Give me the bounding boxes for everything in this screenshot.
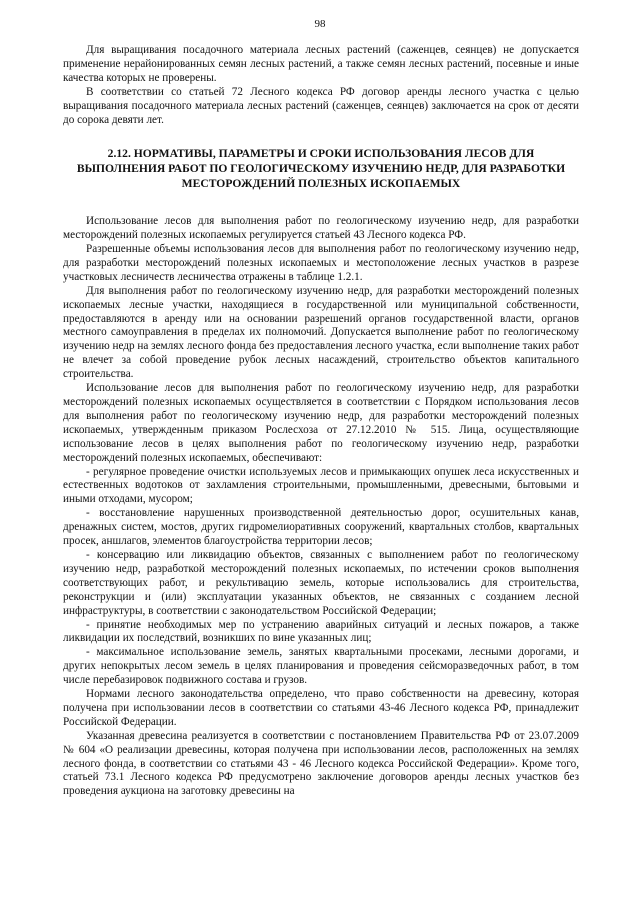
list-item: - консервацию или ликвидацию объектов, связанных с выполнением работ по геологическому изучению недр, разработкой месторождений полезных ископаемых, по истечении сроков выполнения соответствующих работ, и рекультивацию земель, которые использовались для строительства, реконструкции и (или) эксплуатации указанных объектов, не связанных с созданием лесной инфраструктуры, в соответствии с законодательством Российской Федерации; [63,548,579,617]
paragraph: В соответствии со статьей 72 Лесного кодекса РФ договор аренды лесного участка с целью выращивания посадочного материала лесных растений (саженцев, сеянцев) заключается на срок от десяти до сорока девяти лет. [63,85,579,126]
paragraph: Использование лесов для выполнения работ по геологическому изучению недр, для разработки месторождений полезных ископаемых осуществляется в соответствии с Порядком использования лесов для выполнения работ по геологическому изучению недр, для разработки месторождений полезных ископаемых, утвержденным приказом Рослесхоза от 27.12.2010 № 515. Лица, осуществляющие использование лесов в целях выполнения работ по геологическому изучению недр, разработки месторождений полезных ископаемых, обеспечивают: [63,382,579,464]
list-item: - регулярное проведение очистки используемых лесов и примыкающих опушек леса искусственных и естественных водотоков от захламления строительными, промышленными, древесными, бытовыми и иными отходами, мусором; [63,465,579,506]
section-heading: 2.12. НОРМАТИВЫ, ПАРАМЕТРЫ И СРОКИ ИСПОЛЬЗОВАНИЯ ЛЕСОВ ДЛЯ ВЫПОЛНЕНИЯ РАБОТ ПО ГЕОЛОГИЧЕСКОМУ ИЗУЧЕНИЮ НЕДР, ДЛЯ РАЗРАБОТКИ МЕСТОРОЖДЕНИЙ ПОЛЕЗНЫХ ИСКОПАЕМЫХ [76,147,566,190]
page-body [63,44,579,799]
paragraph: Для выполнения работ по геологическому изучению недр, для разработки месторождений полезных ископаемых лесные участки, находящиеся в государственной или муниципальной собственности, предоставляются в аренду или на основании разрешений органов государственной власти, органов местного самоуправления в пределах их полномочий. Допускается выполнение работ по геологическому изучению недр на землях лесного фонда без предоставления лесного участка, если выполнение таких работ не влечет за собой проведение рубок лесных насаждений, строительство объектов капитального строительства. [63,284,579,381]
paragraph: Нормами лесного законодательства определено, что право собственности на древесину, которая получена при использовании лесов в соответствии со статьями 43-46 Лесного кодекса РФ, принадлежит Российской Федерации. [63,688,579,728]
page-number: 98 [314,18,326,30]
paragraph: Указанная древесина реализуется в соответствии с постановлением Правительства РФ от 23.07.2009 № 604 «О реализации древесины, которая получена при использовании лесов, расположенных на землях лесного фонда, в соответствии со статьями 43 - 46 Лесного кодекса Российской Федерации». Кроме того, статьей 73.1 Лесного кодекса РФ предусмотрено заключение договоров аренды лесных участков без проведения аукциона на заготовку древесины на [63,729,579,798]
paragraph: Разрешенные объемы использования лесов для выполнения работ по геологическому изучению недр, для разработки месторождений полезных ископаемых и местоположение лесных участков в разрезе участковых лесничеств лесничества отражены в таблице 1.2.1. [63,243,579,283]
list-item: - принятие необходимых мер по устранению аварийных ситуаций и лесных пожаров, а также ликвидации их последствий, возникших по вине указанных лиц; [63,618,579,645]
paragraph: Использование лесов для выполнения работ по геологическому изучению недр, для разработки месторождений полезных ископаемых регулируется статьей 43 Лесного кодекса РФ. [63,215,579,242]
paragraph: Для выращивания посадочного материала лесных растений (саженцев, сеянцев) не допускается применение нерайонированных семян лесных растений, а также семян лесных растений, посевные и иные качества которых не проверены. [63,44,579,84]
list-item: - максимальное использование земель, занятых квартальными просеками, лесными дорогами, и других непокрытых лесом земель в целях планирования и проведения сейсморазведочных работ, в том числе перебазировок подвижного состава и грузов. [63,646,579,687]
list-item: - восстановление нарушенных производственной деятельностью дорог, осушительных канав, дренажных систем, мостов, других гидромелиоративных сооружений, квартальных столбов, квартальных просек, аншлагов, элементов благоустройства территории лесов; [63,507,579,548]
